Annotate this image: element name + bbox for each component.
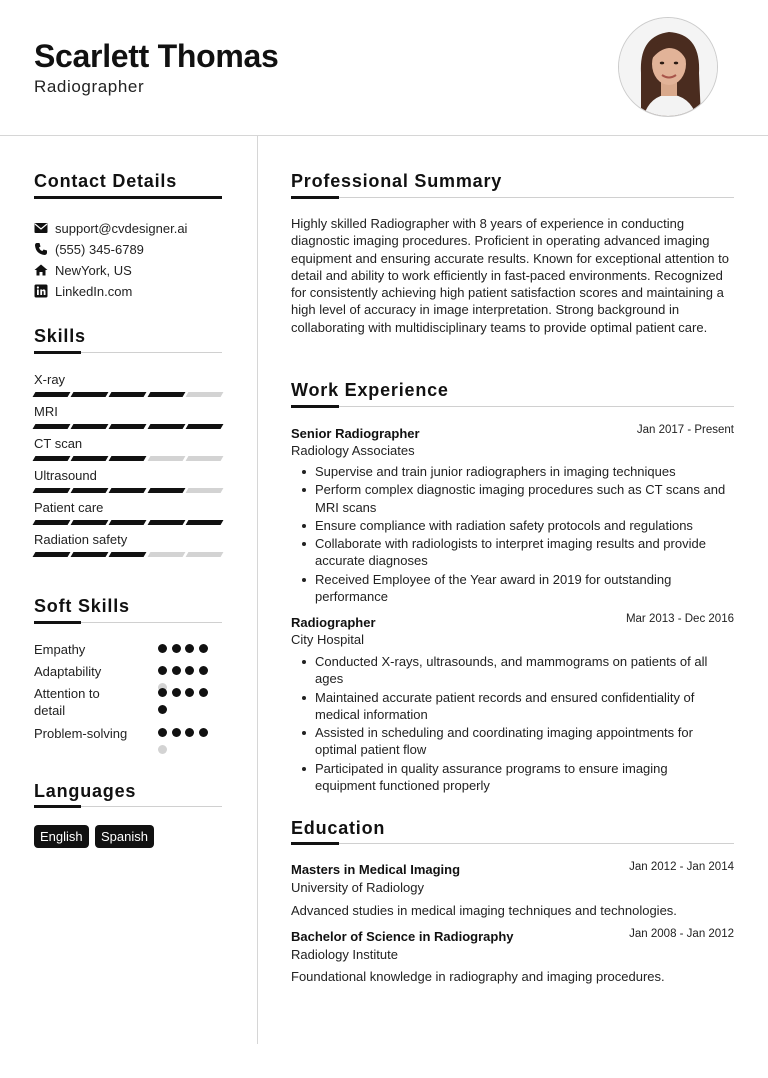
rating-dot: [199, 666, 208, 675]
skill-level-segment: [109, 424, 147, 429]
rating-dot: [158, 644, 167, 653]
education-description: Foundational knowledge in radiography and imaging procedures.: [291, 969, 665, 984]
contact-section-rule: [34, 197, 222, 198]
envelope-icon: [34, 221, 48, 235]
skill-level-segment: [33, 424, 71, 429]
column-divider: [257, 136, 258, 1044]
skill-level-segment: [147, 456, 185, 461]
skill-name: CT scan: [34, 436, 83, 451]
skill-level-segment: [71, 552, 109, 557]
skill-name: Ultrasound: [34, 468, 97, 483]
education-school: Radiology Institute: [291, 947, 398, 962]
skill-level-segment: [33, 392, 71, 397]
list-item: Perform complex diagnostic imaging procedures such as CT scans and MRI scans: [291, 481, 731, 516]
rating-dot: [172, 728, 181, 737]
list-item: Collaborate with radiologists to interpret imaging results and provide accurate diagnoses: [291, 535, 731, 570]
contact-location-text: NewYork, US: [55, 262, 132, 278]
contact-email-text: support@cvdesigner.ai: [55, 220, 188, 236]
list-item: Received Employee of the Year award in 2019 for outstanding performance: [291, 571, 731, 606]
language-badge: English: [34, 825, 89, 848]
list-item: Ensure compliance with radiation safety protocols and regulations: [291, 517, 731, 534]
contact-section-title: Contact Details: [34, 171, 178, 191]
job-organization: City Hospital: [291, 632, 364, 647]
contact-phone[interactable]: [34, 241, 234, 257]
skill-level-segment: [147, 488, 185, 493]
language-badge: Spanish: [95, 825, 154, 848]
list-item: Maintained accurate patient records and ensured confidentiality of medical information: [291, 689, 731, 724]
rating-dot: [185, 728, 194, 737]
job-dates: Mar 2013 - Dec 2016: [625, 613, 734, 625]
summary-section-rule: [291, 197, 734, 198]
contact-linkedin-text: LinkedIn.com: [55, 283, 133, 299]
rating-dot: [199, 688, 208, 697]
rating-dot: [185, 688, 194, 697]
list-item: Participated in quality assurance programs to ensure imaging equipment functioned properly: [291, 760, 731, 795]
skill-name: Radiation safety: [34, 532, 128, 547]
skill-level-segment: [33, 456, 71, 461]
rating-dot: [199, 728, 208, 737]
rating-dot: [172, 666, 181, 675]
soft-skill-name: Empathy: [34, 642, 86, 657]
skill-level-segment: [109, 456, 147, 461]
rating-dot: [172, 644, 181, 653]
rating-dot: [199, 644, 208, 653]
skill-name: Patient care: [34, 500, 104, 515]
education-dates: Jan 2008 - Jan 2012: [629, 928, 734, 940]
phone-icon: [34, 242, 48, 256]
contact-location: [34, 262, 234, 278]
rating-dot: [158, 688, 167, 697]
linkedin-icon: [34, 284, 48, 298]
skill-level-segment: [109, 488, 147, 493]
job-dates: Jan 2017 - Present: [636, 424, 734, 436]
skill-level-segment: [71, 392, 109, 397]
rating-dot: [158, 728, 167, 737]
candidate-title: Radiographer: [34, 77, 145, 96]
list-item: Assisted in scheduling and coordinating imaging appointments for optimal patient flow: [291, 724, 731, 759]
skill-level-segment: [185, 424, 223, 429]
education-description: Advanced studies in medical imaging techniques and technologies.: [291, 903, 677, 918]
skill-level-segment: [71, 456, 109, 461]
skill-level-segment: [109, 552, 147, 557]
contact-phone-text: (555) 345-6789: [55, 241, 144, 257]
languages-section-rule: [34, 806, 222, 807]
skill-level-segment: [185, 488, 223, 493]
contact-email[interactable]: [34, 220, 234, 236]
education-degree: Bachelor of Science in Radiography: [291, 929, 514, 944]
list-item: Conducted X-rays, ultrasounds, and mammograms on patients of all ages: [291, 653, 731, 688]
rating-dot: [185, 644, 194, 653]
summary-section-title: Professional Summary: [291, 171, 503, 191]
soft-skill-name: Problem-solving: [34, 726, 128, 741]
skill-level-segment: [33, 488, 71, 493]
experience-section-rule: [291, 406, 734, 407]
skill-level-segment: [71, 424, 109, 429]
skill-level-segment: [33, 520, 71, 525]
job-organization: Radiology Associates: [291, 443, 415, 458]
skill-level-segment: [185, 552, 223, 557]
portrait-icon: [619, 18, 718, 117]
rating-dot: [185, 666, 194, 675]
rating-dot: [158, 745, 167, 754]
job-bullets: [291, 463, 731, 606]
job-role: Radiographer: [291, 615, 376, 630]
skill-level-segment: [109, 520, 147, 525]
skill-level-segment: [147, 424, 185, 429]
education-section-rule: [291, 843, 734, 844]
education-degree: Masters in Medical Imaging: [291, 862, 461, 877]
languages-section-title: Languages: [34, 781, 137, 801]
skill-level-segment: [71, 520, 109, 525]
skills-section-rule: [34, 352, 222, 353]
skill-level-segment: [185, 456, 223, 461]
skill-level-bar: [34, 456, 222, 461]
education-dates: Jan 2012 - Jan 2014: [629, 861, 734, 873]
rating-dot: [172, 688, 181, 697]
soft-skills-section-title: Soft Skills: [34, 596, 130, 616]
skill-level-bar: [34, 520, 222, 525]
skill-level-segment: [71, 488, 109, 493]
skill-level-bar: [34, 392, 222, 397]
soft-skill-name: Attention to detail: [34, 686, 100, 718]
skill-name: X-ray: [34, 372, 66, 387]
skills-section-title: Skills: [34, 326, 86, 346]
skill-level-bar: [34, 488, 222, 493]
education-school: University of Radiology: [291, 880, 424, 895]
rating-dot: [158, 666, 167, 675]
skill-name: MRI: [34, 404, 58, 419]
skill-level-segment: [185, 520, 223, 525]
education-section-title: Education: [291, 818, 386, 838]
profile-photo: [618, 17, 718, 117]
home-icon: [34, 263, 48, 277]
rating-dot: [158, 705, 167, 714]
skill-level-bar: [34, 424, 222, 429]
soft-skill-name: Adaptability: [34, 664, 102, 679]
contact-linkedin[interactable]: [34, 283, 234, 299]
skill-level-segment: [147, 520, 185, 525]
skill-level-segment: [33, 552, 71, 557]
skill-level-segment: [109, 392, 147, 397]
resume-header: [0, 0, 768, 136]
skill-level-bar: [34, 552, 222, 557]
job-role: Senior Radiographer: [291, 426, 420, 441]
candidate-name: Scarlett Thomas: [34, 38, 279, 74]
experience-section-title: Work Experience: [291, 380, 449, 400]
soft-skills-section-rule: [34, 622, 222, 623]
summary-text: Highly skilled Radiographer with 8 years of experience in conducting diagnostic imaging procedures. Proficient in operating advanced imaging equipment and ensuring accurate results. Known for exceptional attention to detail and ability to work efficiently in fast-paced environments. Recognized for consistently achieving high patient satisfaction scores and maintaining a high level of accuracy in image interpretation. Strong background in collaborating with multidisciplinary teams to provide optimal patient care.: [291, 216, 729, 335]
skill-level-segment: [185, 392, 223, 397]
skill-level-segment: [147, 552, 185, 557]
job-bullets: [291, 653, 731, 795]
skill-level-segment: [147, 392, 185, 397]
list-item: Supervise and train junior radiographers in imaging techniques: [291, 463, 731, 480]
